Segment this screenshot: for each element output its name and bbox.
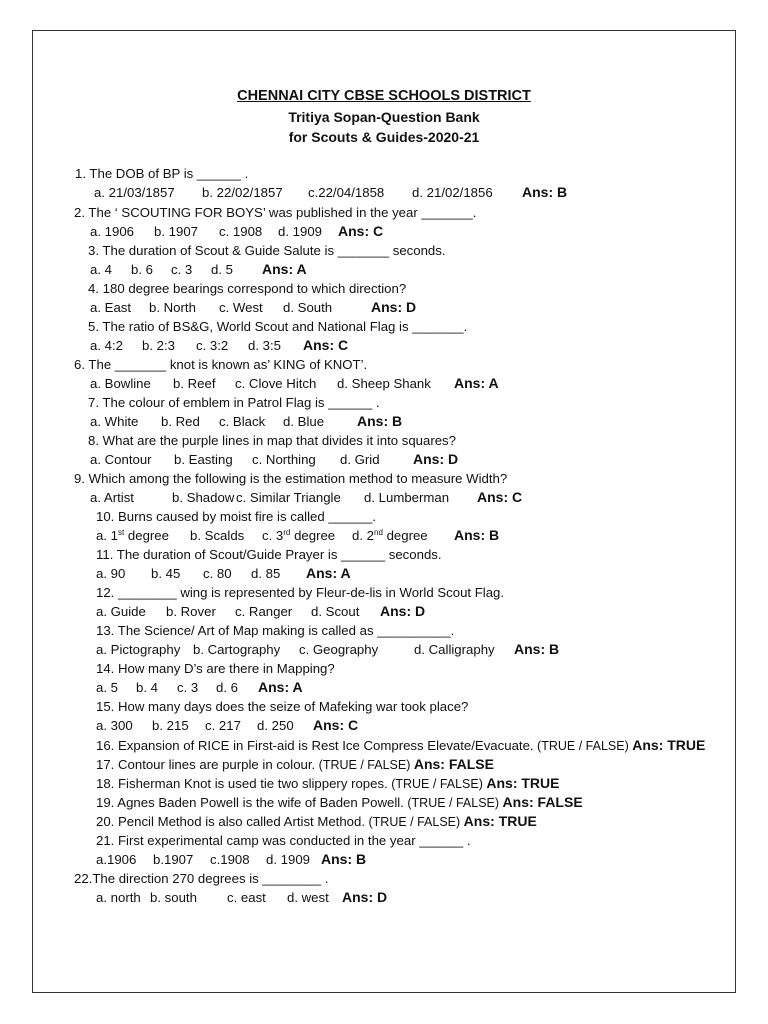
option-d — [216, 680, 238, 696]
question-text: 4. 180 degree bearings correspond to which direction? — [88, 281, 407, 296]
option-c — [203, 566, 232, 582]
question-1 — [75, 166, 248, 182]
option-text: b. Reef — [173, 376, 216, 391]
option-text: b. 22/02/1857 — [202, 185, 283, 200]
option-a — [90, 452, 152, 468]
option-d — [364, 490, 449, 506]
option-a — [90, 414, 138, 430]
option-text: a.1906 — [96, 852, 137, 867]
option-text: b. Scalds — [190, 528, 245, 543]
answer-key: Ans: B — [321, 851, 367, 867]
option-text: a. 21/03/1857 — [94, 185, 175, 200]
option-text: c.22/04/1858 — [308, 185, 385, 200]
option-text: c. Northing — [252, 452, 316, 467]
option-b — [202, 185, 283, 201]
question-text: 18. Fisherman Knot is used tie two slippery ropes. — [96, 776, 388, 791]
question-2 — [74, 205, 476, 221]
option-text: a. 1906 — [90, 224, 134, 239]
option-text: d. Sheep Shank — [337, 376, 431, 391]
option-d — [211, 262, 233, 278]
option-a — [94, 185, 175, 201]
option-c — [308, 185, 384, 201]
option-a — [96, 718, 133, 734]
question-15 — [96, 699, 468, 715]
option-d — [266, 852, 310, 868]
option-text: c. Black — [219, 414, 266, 429]
option-c — [235, 376, 316, 392]
answer-key: Ans: B — [454, 527, 500, 543]
option-d — [278, 224, 322, 240]
district-title: CHENNAI CITY CBSE SCHOOLS DISTRICT — [237, 88, 531, 104]
ordinal-suffix: st — [118, 528, 125, 537]
true-false-marker: (TRUE / FALSE) — [403, 796, 503, 810]
question-11 — [96, 547, 442, 563]
option-text: b. Easting — [174, 452, 233, 467]
question-text: 3. The duration of Scout & Guide Salute is _______ seconds. — [88, 243, 446, 258]
option-text: b. 45 — [151, 566, 181, 581]
question-19 — [96, 794, 583, 811]
option-text: a. 4 — [90, 262, 112, 277]
option-text: b. Shadow — [172, 490, 235, 505]
question-text: 5. The ratio of BS&G, World Scout and National Flag is _______. — [88, 319, 468, 334]
option-text: b. 2:3 — [142, 338, 175, 353]
option-text: c. Similar Triangle — [236, 490, 341, 505]
answer-key: Ans: A — [454, 375, 499, 391]
option-text: b. Red — [161, 414, 200, 429]
option-text: d. 85 — [251, 566, 281, 581]
question-13 — [96, 623, 454, 639]
option-c — [262, 528, 335, 544]
session-subtitle: for Scouts & Guides-2020-21 — [288, 129, 480, 145]
option-a — [90, 224, 134, 240]
question-3 — [88, 243, 446, 259]
answer-key: Ans: FALSE — [413, 756, 494, 772]
option-b — [173, 376, 216, 392]
option-text: c. 3 — [171, 262, 193, 277]
answer-key: Ans: TRUE — [632, 737, 706, 753]
option-text: b. North — [149, 300, 196, 315]
question-text: 2. The ‘ SCOUTING FOR BOYS’ was published in the year _______. — [74, 205, 477, 220]
option-b — [150, 890, 197, 906]
option-a — [90, 262, 112, 278]
option-b — [136, 680, 158, 696]
question-8 — [88, 433, 456, 449]
question-22 — [74, 871, 328, 887]
option-text: d. Blue — [283, 414, 325, 429]
option-text: a. 4:2 — [90, 338, 123, 353]
option-text: b. south — [150, 890, 197, 905]
option-b — [131, 262, 153, 278]
option-a — [96, 680, 118, 696]
option-d — [287, 890, 329, 906]
option-d — [283, 300, 332, 316]
option-text: a. Pictography — [96, 642, 181, 657]
option-b — [190, 528, 244, 544]
option-d — [257, 718, 294, 734]
option-b — [153, 852, 193, 868]
option-text: a. north — [96, 890, 141, 905]
option-text: c. Ranger — [235, 604, 293, 619]
option-text: b.1907 — [153, 852, 194, 867]
option-text: a. 5 — [96, 680, 118, 695]
option-b — [152, 718, 189, 734]
option-text: a. 300 — [96, 718, 133, 733]
option-b — [149, 300, 196, 316]
option-a — [90, 338, 123, 354]
option-d — [251, 566, 280, 582]
option-text: d. 2 — [352, 528, 374, 543]
question-12 — [96, 585, 504, 601]
option-c — [227, 890, 266, 906]
option-c — [219, 414, 265, 430]
question-21 — [96, 833, 471, 849]
option-text: d. Scout — [311, 604, 360, 619]
option-a — [96, 852, 136, 868]
option-a — [96, 604, 146, 620]
option-tail: degree — [127, 528, 169, 543]
option-text: c. Clove Hitch — [235, 376, 317, 391]
option-c — [299, 642, 378, 658]
option-c — [219, 300, 263, 316]
option-c — [252, 452, 316, 468]
option-a — [96, 566, 125, 582]
option-text: d. 5 — [211, 262, 233, 277]
answer-key: Ans: C — [477, 489, 523, 505]
answer-key: Ans: B — [357, 413, 403, 429]
question-text: 1. The DOB of BP is ______ . — [75, 166, 249, 181]
option-d — [412, 185, 493, 201]
option-text: c. 3:2 — [196, 338, 229, 353]
question-text: 20. Pencil Method is also called Artist Method. — [96, 814, 366, 829]
option-text: c. 217 — [205, 718, 241, 733]
option-text: d. 250 — [257, 718, 294, 733]
question-text: 11. The duration of Scout/Guide Prayer is ______ seconds. — [96, 547, 442, 562]
answer-key: Ans: TRUE — [463, 813, 537, 829]
option-a — [90, 300, 131, 316]
option-text: a. Artist — [90, 490, 134, 505]
option-d — [311, 604, 359, 620]
option-d — [414, 642, 495, 658]
ordinal-suffix: nd — [374, 528, 383, 537]
option-text: d. 3:5 — [248, 338, 281, 353]
answer-key: Ans: C — [338, 223, 384, 239]
option-c — [171, 262, 192, 278]
option-b — [166, 604, 216, 620]
option-text: c. 3 — [262, 528, 284, 543]
question-4 — [88, 281, 406, 297]
option-c — [205, 718, 241, 734]
option-a — [96, 528, 169, 544]
option-text: a. 1 — [96, 528, 118, 543]
option-c — [196, 338, 228, 354]
option-text: a. Contour — [90, 452, 152, 467]
question-9 — [74, 471, 507, 487]
option-text: b. 1907 — [154, 224, 198, 239]
answer-key: Ans: TRUE — [486, 775, 560, 791]
answer-key: Ans: C — [313, 717, 359, 733]
option-d — [340, 452, 380, 468]
answer-key: Ans: FALSE — [502, 794, 583, 810]
question-text: 16. Expansion of RICE in First-aid is Rest Ice Compress Elevate/Evacuate. — [96, 738, 534, 753]
option-text: c. 3 — [177, 680, 199, 695]
question-17 — [96, 756, 494, 773]
option-text: c. 1908 — [219, 224, 263, 239]
option-text: a. Guide — [96, 604, 146, 619]
answer-key: Ans: B — [514, 641, 560, 657]
answer-key: Ans: D — [342, 889, 388, 905]
option-text: c. east — [227, 890, 266, 905]
option-c — [236, 490, 341, 506]
answer-key: Ans: B — [522, 184, 568, 200]
true-false-marker: (TRUE / FALSE) — [315, 758, 414, 772]
question-text: 10. Burns caused by moist fire is called ______. — [96, 509, 377, 524]
question-text: 15. How many days does the seize of Mafeking war took place? — [96, 699, 469, 714]
option-a — [96, 890, 141, 906]
option-c — [177, 680, 198, 696]
answer-key: Ans: C — [303, 337, 349, 353]
option-b — [172, 490, 234, 506]
option-a — [90, 376, 151, 392]
true-false-marker: (TRUE / FALSE) — [533, 739, 633, 753]
option-text: c.1908 — [210, 852, 250, 867]
option-c — [210, 852, 250, 868]
option-b — [151, 566, 180, 582]
option-text: c. Geography — [299, 642, 379, 657]
answer-key: Ans: D — [371, 299, 417, 315]
question-6 — [74, 357, 367, 373]
question-text: 14. How many D’s are there in Mapping? — [96, 661, 335, 676]
question-16 — [96, 737, 705, 754]
option-c — [219, 224, 262, 240]
option-c — [235, 604, 292, 620]
question-text: 19. Agnes Baden Powell is the wife of Baden Powell. — [96, 795, 404, 810]
option-d — [352, 528, 428, 544]
answer-key: Ans: D — [413, 451, 459, 467]
question-14 — [96, 661, 335, 677]
option-text: d. Lumberman — [364, 490, 450, 505]
option-b — [161, 414, 200, 430]
option-a — [96, 642, 180, 658]
option-text: c. 80 — [203, 566, 232, 581]
option-text: a. Bowline — [90, 376, 151, 391]
option-text: d. west — [287, 890, 329, 905]
option-text: d. South — [283, 300, 333, 315]
answer-key: Ans: A — [258, 679, 303, 695]
option-text: b. 215 — [152, 718, 189, 733]
answer-key: Ans: A — [262, 261, 307, 277]
option-b — [193, 642, 280, 658]
option-text: a. East — [90, 300, 132, 315]
question-7 — [88, 395, 380, 411]
true-false-marker: (TRUE / FALSE) — [365, 815, 464, 829]
option-a — [90, 490, 134, 506]
option-text: b. 6 — [131, 262, 153, 277]
question-10 — [96, 509, 376, 525]
option-text: d. 1909 — [266, 852, 310, 867]
option-text: a. 90 — [96, 566, 126, 581]
option-text: b. Rover — [166, 604, 216, 619]
question-text: 12. ________ wing is represented by Fleur-de-lis in World Scout Flag. — [96, 585, 505, 600]
option-d — [248, 338, 281, 354]
option-text: b. Cartography — [193, 642, 281, 657]
answer-key: Ans: A — [306, 565, 351, 581]
question-5 — [88, 319, 467, 335]
option-text: d. 1909 — [278, 224, 322, 239]
ordinal-suffix: rd — [283, 528, 291, 537]
question-text: 22.The direction 270 degrees is ________ . — [74, 871, 329, 886]
option-text: a. White — [90, 414, 139, 429]
question-text: 8. What are the purple lines in map that divides it into squares? — [88, 433, 456, 448]
question-text: 17. Contour lines are purple in colour. — [96, 757, 316, 772]
question-text: 13. The Science/ Art of Map making is called as __________. — [96, 623, 455, 638]
option-text: d. 21/02/1856 — [412, 185, 493, 200]
option-b — [142, 338, 175, 354]
answer-key: Ans: D — [380, 603, 426, 619]
option-b — [154, 224, 198, 240]
option-d — [283, 414, 324, 430]
question-text: 9. Which among the following is the estimation method to measure Width? — [74, 471, 508, 486]
option-tail: degree — [294, 528, 336, 543]
question-text: 6. The _______ knot is known as’ KING of KNOT’. — [74, 357, 368, 372]
option-tail: degree — [386, 528, 428, 543]
question-bank-title: Tritiya Sopan-Question Bank — [288, 109, 480, 125]
question-text: 7. The colour of emblem in Patrol Flag is ______ . — [88, 395, 380, 410]
option-text: b. 4 — [136, 680, 158, 695]
question-text: 21. First experimental camp was conducted in the year ______ . — [96, 833, 471, 848]
option-b — [174, 452, 233, 468]
option-text: d. Grid — [340, 452, 380, 467]
question-18 — [96, 775, 560, 792]
option-text: d. 6 — [216, 680, 238, 695]
option-text: c. West — [219, 300, 263, 315]
true-false-marker: (TRUE / FALSE) — [387, 777, 487, 791]
option-d — [337, 376, 431, 392]
question-20 — [96, 813, 537, 830]
option-text: d. Calligraphy — [414, 642, 495, 657]
